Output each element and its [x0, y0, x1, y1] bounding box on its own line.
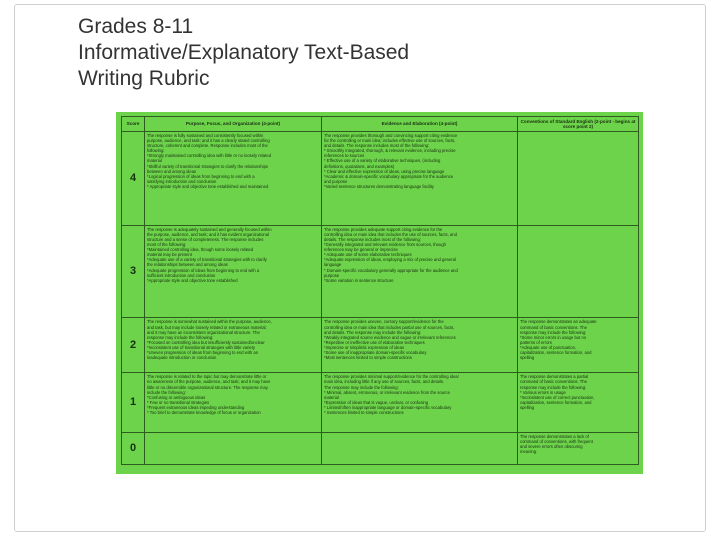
rubric-table: [121, 116, 639, 465]
rubric-text-line: and severe errors often obscuring: [520, 443, 583, 449]
evidence-cell: [322, 432, 518, 464]
slide-title-line-1: Grades 8-11: [78, 15, 194, 38]
rubric-text-line: The response demonstrates a partial: [520, 374, 589, 380]
purpose-cell: [145, 318, 322, 373]
rubric-text-line: *Focused on controlling idea but insufficiently sustained/unclear: [147, 339, 265, 345]
rubric-text-line: main idea, including little if any use of sources, facts, and details.: [324, 379, 445, 385]
rubric-text-line: *Some minor errors in usage but no: [520, 334, 587, 340]
rubric-text-line: * Minimal, absent, erroneous, or irrelevant evidence from the source: [324, 389, 450, 395]
score-cell: 4: [122, 132, 145, 226]
rubric-text-line: *Some variation in sentence structure: [324, 277, 394, 283]
rubric-text-line: * Few or no transitional strategies: [147, 399, 210, 405]
rubric-text-line: following:: [147, 148, 165, 154]
evidence-cell: [322, 225, 518, 318]
rubric-text-line: response may include the following:: [520, 329, 587, 335]
conventions-cell: [518, 432, 639, 464]
rubric-text-line: *Inconsistent use of transitional strategies with little variety: [147, 344, 255, 350]
rubric-text-line: * Effective use of a variety of elaborative techniques, (including: [324, 158, 441, 164]
rubric-text-line: command of conventions, with frequent: [520, 438, 593, 444]
rubric-text-line: The response may include the following:: [324, 384, 399, 390]
rubric-text-line: meaning.: [520, 448, 538, 454]
rubric-text-line: *Varied sentence structures demonstrating language facility: [324, 183, 435, 189]
rubric-text-line: structure and a sense of completeness. The response includes: [147, 236, 264, 242]
rubric-text-line: material: [324, 394, 339, 400]
rubric-text-line: The response demonstrates a lack of: [520, 433, 589, 439]
rubric-text-line: *Strongly maintained controlling idea with little or no loosely related: [147, 153, 272, 159]
score-cell: 0: [122, 432, 145, 464]
rubric-text-line: *Logical progression of ideas from beginning to end with a: [147, 173, 255, 179]
rubric-text-line: * Various errors in usage: [520, 389, 566, 395]
rubric-text-line: *Frequent extraneous ideas impeding understanding: [147, 404, 245, 410]
rubric-text-line: response may include the following:: [147, 334, 214, 340]
rubric-text-line: controlling idea or main idea that includes partial use of sources, facts,: [324, 324, 455, 330]
rubric-text-line: *Maintained controlling idea, though some loosely related: [147, 247, 254, 253]
purpose-cell: [145, 432, 322, 464]
rubric-image: [116, 112, 643, 474]
rubric-text-line: spelling: [520, 404, 535, 410]
score-cell: 2: [122, 318, 145, 373]
rubric-text-line: *Uneven progression of ideas from beginning to end with an: [147, 349, 259, 355]
score-cell: 1: [122, 373, 145, 432]
rubric-text-line: * Limited/often inappropriate language or domain-specific vocabulary: [324, 404, 452, 410]
rubric-text-line: capitalization, sentence formation, and: [520, 349, 592, 355]
rubric-text-line: and task, but may include loosely related or extraneous material;: [147, 324, 267, 330]
header-score: Score: [122, 117, 145, 132]
rubric-text-line: *Adequate use of punctuation,: [520, 344, 577, 350]
rubric-text-line: *Appropriate style and objective tone established: [147, 277, 238, 283]
rubric-text-line: *Generally integrated and relevant evidence from sources, though: [324, 242, 446, 248]
rubric-text-line: *Adequate progression of ideas from beginning to end with a: [147, 267, 260, 273]
rubric-text-line: *Inconsistent use of correct punctuation,: [520, 394, 595, 400]
rubric-text-line: *Some use of inappropriate domain-specific vocabulary: [324, 349, 427, 355]
rubric-text-line: for the controlling or main idea; includes effective use of sources, facts,: [324, 138, 456, 144]
rubric-text-line: no awareness of the purpose, audience, and task; and it may have: [147, 379, 271, 385]
rubric-text-line: and it may have an inconsistent organizational structure. The: [147, 329, 260, 335]
conventions-cell: [518, 225, 639, 318]
rubric-text-line: The response provides uneven, cursory support/evidence for the: [324, 319, 444, 325]
rubric-text-line: The response provides minimal support/evidence for the controlling idea/: [324, 374, 459, 380]
rubric-text-line: material may be present: [147, 252, 192, 258]
rubric-header-row: [122, 117, 639, 132]
rubric-text-line: The response provides thorough and convincing support citing evidence: [324, 133, 458, 138]
rubric-text-line: material: [147, 158, 162, 164]
rubric-text-line: * Adequate use of some elaborative techniques: [324, 252, 412, 258]
rubric-text-line: *Skillful variety of transitional strategies to clarify the relationships: [147, 163, 269, 169]
rubric-text-line: include the following:: [147, 389, 186, 395]
rubric-text-line: the purpose, audience, and task; and it has evident organizational: [147, 231, 269, 237]
rubric-text-line: *Most sentences limited to simple constructions: [324, 355, 412, 361]
rubric-text-line: and purpose: [324, 178, 348, 184]
rubric-text-line: The response is adequately sustained and generally focused within: [147, 226, 272, 232]
slide-title-line-3: Writing Rubric: [78, 67, 210, 90]
rubric-text-line: *Academic & domain-specific vocabulary appropriate for the audience: [324, 173, 454, 179]
rubric-text-line: *Weakly integrated source evidence and vague or irrelevant references: [324, 334, 456, 340]
rubric-text-line: sufficient introduction and conclusion: [147, 272, 216, 278]
evidence-cell: [322, 318, 518, 373]
header-evidence: Evidence and Elaboration (4-point): [322, 117, 518, 132]
rubric-text-line: The response is related to the topic but may demonstrate little or: [147, 374, 267, 380]
rubric-text-line: structure, coherent and complete. Response includes most of the: [147, 143, 268, 149]
rubric-text-line: spelling: [520, 355, 535, 361]
rubric-text-line: The response is somewhat sustained within the purpose, audience,: [147, 319, 272, 325]
rubric-text-line: response may include the following:: [520, 384, 587, 390]
slide-title: [78, 14, 638, 92]
rubric-body: [122, 132, 639, 465]
score-cell: 3: [122, 225, 145, 318]
rubric-text-line: * Too brief to demonstrate knowledge of focus or organization: [147, 410, 261, 416]
rubric-text-line: inadequate introduction or conclusion: [147, 355, 217, 361]
rubric-text-line: command of basic conventions. The: [520, 379, 587, 385]
rubric-text-line: *Confusing or ambiguous ideas: [147, 394, 206, 400]
purpose-cell: [145, 132, 322, 226]
rubric-text-line: * Sentences limited to simple constructions: [324, 410, 404, 416]
rubric-text-line: references may be general or imprecise: [324, 247, 398, 253]
evidence-cell: [322, 373, 518, 432]
rubric-text-line: most of the following:: [147, 242, 187, 248]
rubric-text-line: and details. The response may include the following:: [324, 329, 422, 335]
header-conventions: Conventions of Standard English (2-point - begins at score point 2): [518, 117, 639, 132]
slide-title-line-2: Informative/Explanatory Text-Based: [78, 41, 410, 64]
rubric-text-line: * Appropriate style and objective tone established and maintained: [147, 183, 269, 189]
table-row: [122, 373, 639, 432]
conventions-cell: [518, 132, 639, 226]
rubric-text-line: *Imprecise or simplistic expression of ideas: [324, 344, 405, 350]
rubric-text-line: * Clear and effective expression of ideas, using precise language: [324, 168, 445, 174]
header-purpose: Purpose, Focus, and Organization (4-point): [145, 117, 322, 132]
rubric-text-line: details. The response includes most of the following:: [324, 236, 421, 242]
purpose-cell: [145, 373, 322, 432]
rubric-text-line: *Adequate use of a variety of transitional strategies with to clarify: [147, 257, 267, 263]
rubric-text-line: the relationships between and among ideas: [147, 262, 228, 268]
rubric-text-line: *Adequate expression of ideas, employing a mix of precise and general: [324, 257, 456, 263]
table-row: [122, 132, 639, 226]
rubric-text-line: satisfying introduction and conclusion: [147, 178, 217, 184]
rubric-text-line: purpose, audience, and task; and it has a clearly stated controlling: [147, 138, 270, 144]
rubric-text-line: controlling idea or main idea that includes the use of sources, facts, and: [324, 231, 457, 237]
rubric-text-line: * Domain-specific vocabulary generally appropriate for the audience and: [324, 267, 458, 273]
rubric-text-line: capitalization, sentence formation, and: [520, 399, 592, 405]
rubric-text-line: * Smoothly integrated, thorough, & relevant evidence, including precise: [324, 148, 456, 154]
rubric-text-line: language: [324, 262, 342, 268]
rubric-text-line: The response demonstrates an adequate: [520, 319, 597, 325]
rubric-text-line: references to sources: [324, 153, 365, 159]
evidence-cell: [322, 132, 518, 226]
rubric-text-line: purpose: [324, 272, 340, 278]
table-row: [122, 318, 639, 373]
table-row: [122, 432, 639, 464]
rubric-text-line: little or no discernible organizational structure. The response may: [147, 384, 268, 390]
rubric-text-line: command of basic conventions. The: [520, 324, 587, 330]
conventions-cell: [518, 373, 639, 432]
rubric-text-line: definitions, quotations, and examples): [324, 163, 395, 169]
rubric-text-line: between and among ideas: [147, 168, 197, 174]
rubric-text-line: The response is fully sustained and consistently focused within: [147, 133, 264, 138]
rubric-text-line: *Repetitive or ineffective use of elaborative techniques: [324, 339, 425, 345]
table-row: [122, 225, 639, 318]
conventions-cell: [518, 318, 639, 373]
rubric-text-line: and details. The response includes most of the following:: [324, 143, 430, 149]
rubric-text-line: *Expression of ideas that is vague, unclear, or confusing: [324, 399, 429, 405]
purpose-cell: [145, 225, 322, 318]
rubric-text-line: The response provides adequate support citing evidence for the: [324, 226, 443, 232]
rubric-text-line: patterns of errors: [520, 339, 552, 345]
